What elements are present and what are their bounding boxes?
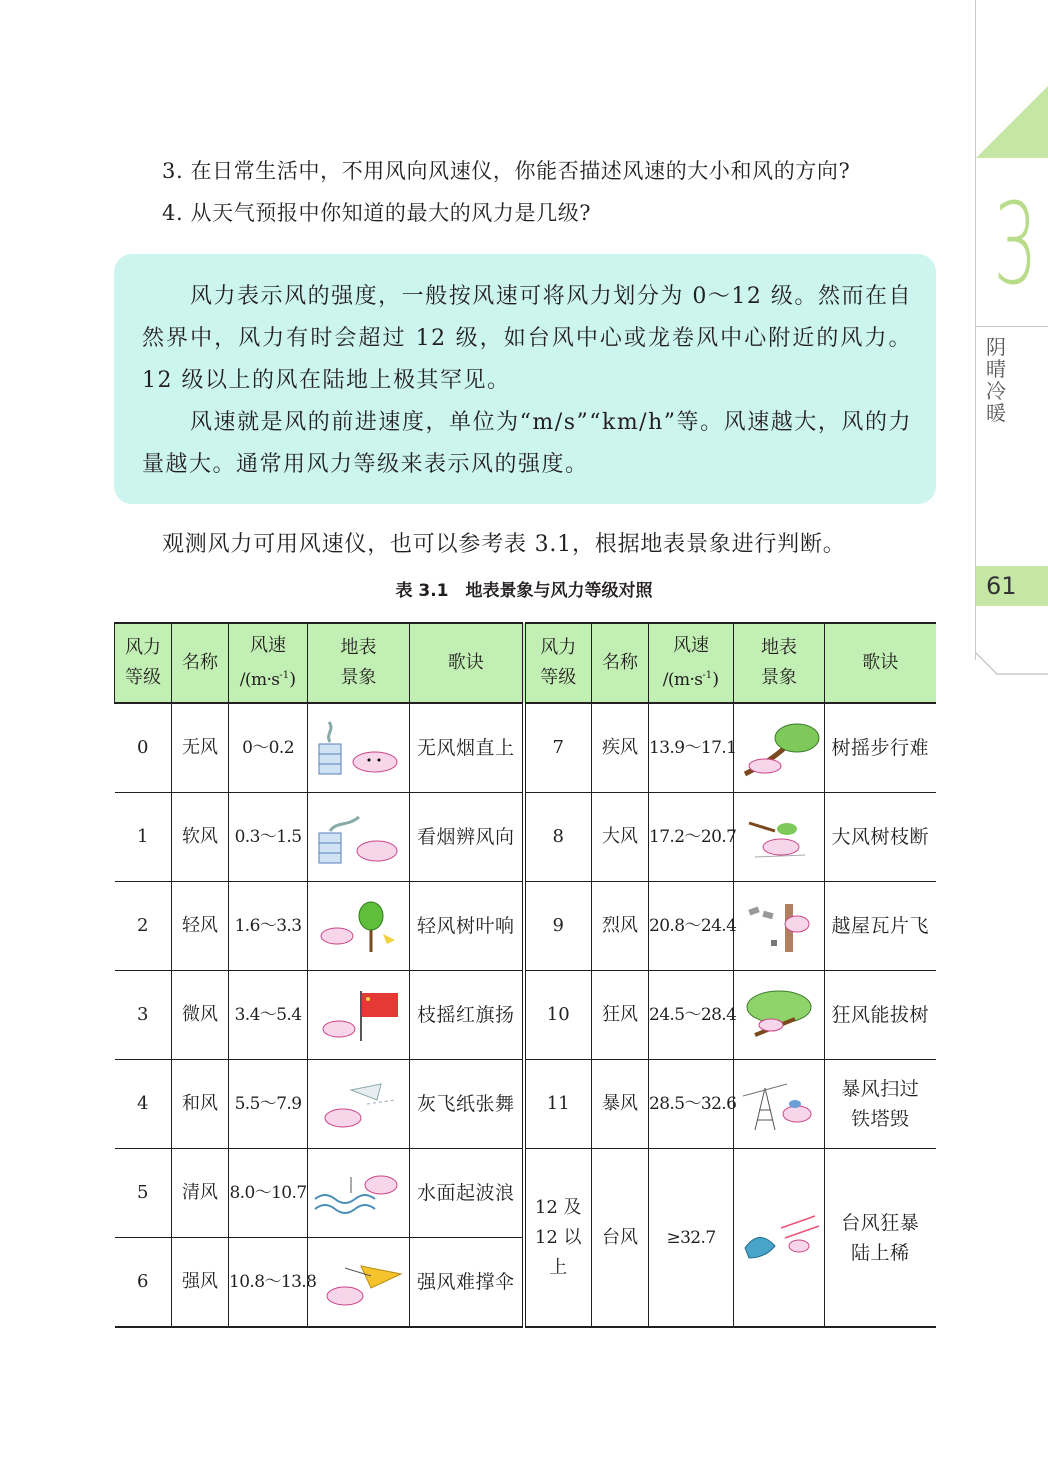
- speed-cell: 1.6～3.3: [229, 882, 308, 971]
- name-cell: 狂风: [592, 971, 649, 1060]
- rhyme-cell: 轻风树叶响: [410, 882, 524, 971]
- name-cell: 疾风: [592, 703, 649, 793]
- scene-typhoon-illustration: [734, 1149, 825, 1328]
- scene-chimney-straight-smoke-illustration: [308, 703, 410, 793]
- level-cell: 5: [115, 1149, 172, 1238]
- scene-broken-tower-illustration: [734, 1060, 825, 1149]
- speed-cell-typhoon: ≥32.7: [649, 1149, 734, 1328]
- header-scene-right: 地表 景象: [734, 623, 825, 703]
- rhyme-cell: 灰飞纸张舞: [410, 1060, 524, 1149]
- scene-umbrella-illustration: [308, 1238, 410, 1328]
- header-rhyme: 歌诀: [410, 623, 524, 703]
- side-tab-bottom: [975, 600, 1048, 680]
- speed-cell: 17.2～20.7: [649, 793, 734, 882]
- name-cell: 软风: [172, 793, 229, 882]
- rhyme-cell: 树摇步行难: [825, 703, 936, 793]
- speed-cell: 10.8～13.8: [229, 1238, 308, 1328]
- rhyme-cell: 水面起波浪: [410, 1149, 524, 1238]
- scene-rustling-leaves-illustration: [308, 882, 410, 971]
- header-rhyme-right: 歌诀: [825, 623, 936, 703]
- info-box: [114, 254, 936, 504]
- speed-cell: 28.5～32.6: [649, 1060, 734, 1149]
- header-level: 风力 等级: [115, 623, 172, 703]
- rhyme-cell-typhoon: 台风狂暴 陆上稀: [825, 1149, 936, 1328]
- level-cell: 8: [524, 793, 592, 882]
- name-cell: 清风: [172, 1149, 229, 1238]
- scene-breaking-branch-illustration: [734, 793, 825, 882]
- level-cell: 2: [115, 882, 172, 971]
- name-cell: 无风: [172, 703, 229, 793]
- level-cell: 9: [524, 882, 592, 971]
- info-paragraph-2: 风速就是风的前进速度，单位为“m/s”“km/h”等。风速越大，风的力量越大。通常用风力等级来表示风的强度。: [142, 410, 912, 477]
- rhyme-cell: 看烟辨风向: [410, 793, 524, 882]
- rhyme-cell: 暴风扫过 铁塔毁: [825, 1060, 936, 1149]
- header-speed-right: 风速 $/(m\cdot s^{-1})$: [649, 623, 734, 703]
- header-name: 名称: [172, 623, 229, 703]
- scene-chimney-leaning-smoke-illustration: [308, 793, 410, 882]
- chapter-corner-triangle: [976, 86, 1048, 158]
- speed-cell: 3.4～5.4: [229, 971, 308, 1060]
- chapter-number: 3: [993, 180, 1038, 310]
- chapter-title: 阴晴冷暖: [986, 335, 1006, 425]
- rhyme-cell: 越屋瓦片飞: [825, 882, 936, 971]
- header-speed: 风速 $/(m\cdot s^{-1})$: [229, 623, 308, 703]
- level-cell: 6: [115, 1238, 172, 1328]
- scene-flying-paper-illustration: [308, 1060, 410, 1149]
- name-cell: 微风: [172, 971, 229, 1060]
- wind-scale-table: [114, 622, 936, 1328]
- header-scene: 地表 景象: [308, 623, 410, 703]
- table-caption: 表 3.1 地表景象与风力等级对照: [395, 581, 653, 601]
- question-3: 3. 在日常生活中，不用风向风速仪，你能否描述风速的大小和风的方向?: [162, 159, 851, 183]
- level-cell: 7: [524, 703, 592, 793]
- speed-cell: 20.8～24.4: [649, 882, 734, 971]
- header-name-right: 名称: [592, 623, 649, 703]
- info-paragraph-1: 风力表示风的强度，一般按风速可将风力划分为 0～12 级。然而在自然界中，风力有时会超过 12 级，如台风中心或龙卷风中心附近的风力。12 级以上的风在陆地上极其罕见。: [142, 284, 912, 393]
- rhyme-cell: 强风难撑伞: [410, 1238, 524, 1328]
- name-cell: 暴风: [592, 1060, 649, 1149]
- name-cell: 轻风: [172, 882, 229, 971]
- table-header-row: [115, 623, 936, 703]
- scene-uprooted-tree-illustration: [734, 971, 825, 1060]
- rhyme-cell: 狂风能拔树: [825, 971, 936, 1060]
- rhyme-cell: 枝摇红旗扬: [410, 971, 524, 1060]
- speed-cell: 13.9～17.1: [649, 703, 734, 793]
- question-4: 4. 从天气预报中你知道的最大的风力是几级?: [162, 201, 592, 225]
- table-row: [115, 1060, 936, 1149]
- table-row: [115, 1149, 936, 1238]
- speed-cell: 5.5～7.9: [229, 1060, 308, 1149]
- header-level-right: 风力 等级: [524, 623, 592, 703]
- side-separator: [976, 326, 1048, 327]
- scene-swaying-tree-illustration: [734, 703, 825, 793]
- rhyme-cell: 无风烟直上: [410, 703, 524, 793]
- speed-cell: 0.3～1.5: [229, 793, 308, 882]
- scene-water-waves-illustration: [308, 1149, 410, 1238]
- level-cell: 1: [115, 793, 172, 882]
- name-cell: 大风: [592, 793, 649, 882]
- rhyme-cell: 大风树枝断: [825, 793, 936, 882]
- page-number: 61: [986, 572, 1017, 600]
- name-cell-typhoon: 台风: [592, 1149, 649, 1328]
- scene-flying-tiles-illustration: [734, 882, 825, 971]
- speed-cell: 0～0.2: [229, 703, 308, 793]
- level-cell-typhoon: 12 及 12 以 上: [524, 1149, 592, 1328]
- level-cell: 0: [115, 703, 172, 793]
- lead-sentence: 观测风力可用风速仪，也可以参考表 3.1，根据地表景象进行判断。: [162, 532, 846, 557]
- level-cell: 3: [115, 971, 172, 1060]
- table-row: [115, 971, 936, 1060]
- name-cell: 和风: [172, 1060, 229, 1149]
- table-row: [115, 703, 936, 793]
- level-cell: 4: [115, 1060, 172, 1149]
- name-cell: 烈风: [592, 882, 649, 971]
- speed-cell: 8.0～10.7: [229, 1149, 308, 1238]
- scene-red-flag-illustration: [308, 971, 410, 1060]
- level-cell: 10: [524, 971, 592, 1060]
- table-row: [115, 793, 936, 882]
- level-cell: 11: [524, 1060, 592, 1149]
- table-row: [115, 882, 936, 971]
- speed-cell: 24.5～28.4: [649, 971, 734, 1060]
- name-cell: 强风: [172, 1238, 229, 1328]
